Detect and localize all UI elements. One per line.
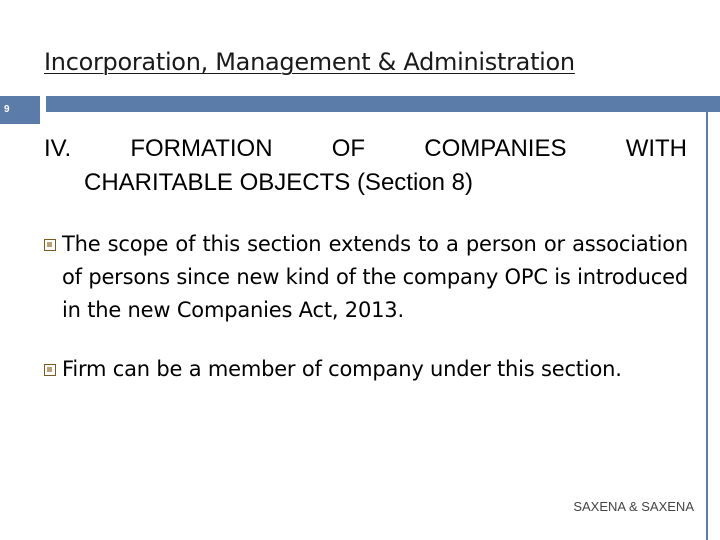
section-heading <box>44 132 687 200</box>
heading-word: IV. <box>44 135 72 162</box>
heading-word: FORMATION <box>130 135 273 162</box>
heading-line-1 <box>44 132 687 166</box>
slide-title: Incorporation, Management & Administration <box>44 48 575 76</box>
square-bullet-icon <box>44 239 56 251</box>
heading-word: COMPANIES <box>424 135 567 162</box>
square-bullet-icon <box>44 364 56 376</box>
right-border-line <box>706 112 708 540</box>
slide-number: 9 <box>4 103 10 115</box>
heading-word: WITH <box>625 135 687 162</box>
heading-word: OF <box>331 135 366 162</box>
bullet-text: The scope of this section extends to a person or association of persons since new kind of the company OPC is introduced in the new Companies Act, 2013. <box>62 232 688 322</box>
slide-number-box <box>0 96 40 124</box>
heading-line-2: CHARITABLE OBJECTS (Section 8) <box>84 169 473 196</box>
footer-credit: SAXENA & SAXENA <box>573 499 694 514</box>
bullet-text: Firm can be a member of company under this section. <box>62 357 622 381</box>
header-bar <box>46 96 720 112</box>
